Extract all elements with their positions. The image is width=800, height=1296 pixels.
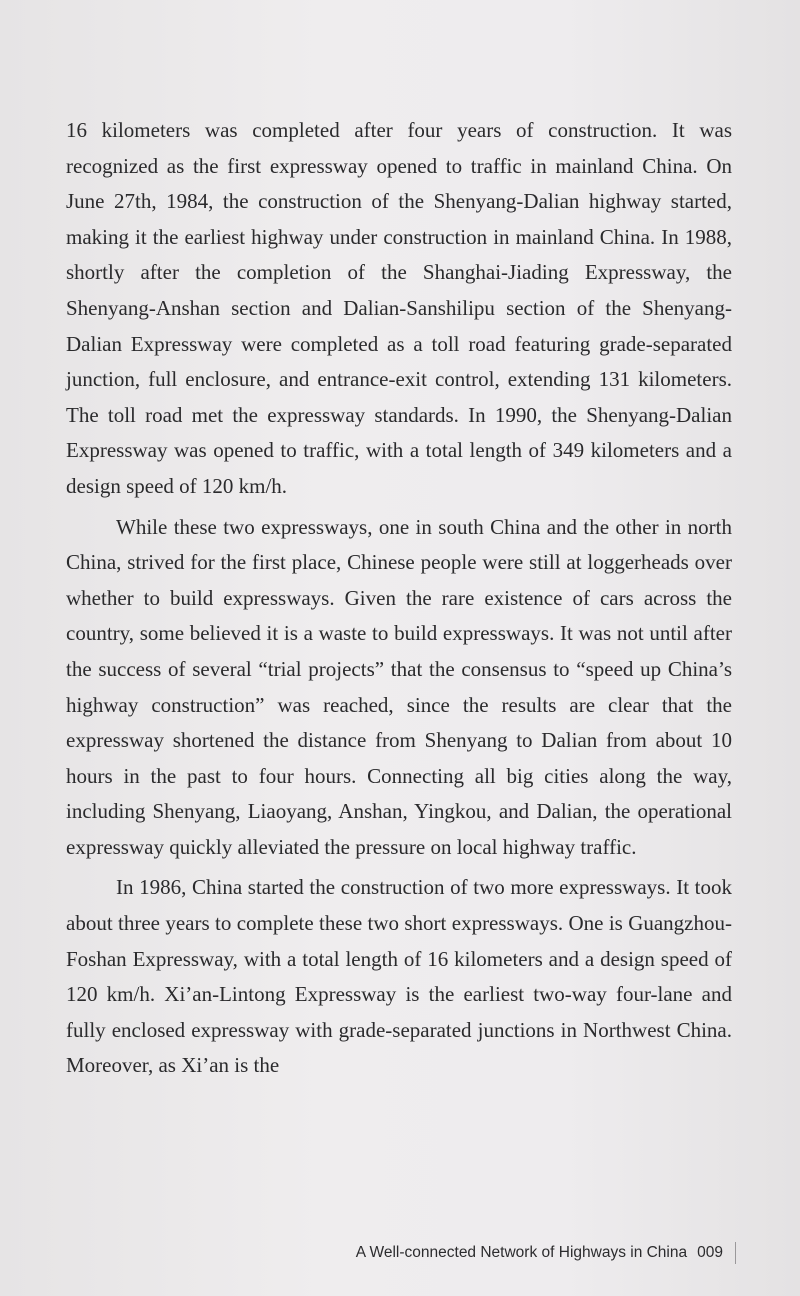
paragraph-2: While these two expressways, one in south China and the other in north China, strived for the first place, Chinese people were still at loggerheads over whether to build expressways. Given the rare existence of cars across the country, some believed it is a waste to build expressways. It was not until after the success of several “trial projects” that the consensus to “speed up China’s highway construction” was reached, since the results are clear that the expressway shortened the distance from Shenyang to Dalian from about 10 hours in the past to four hours. Connecting all big cities along the way, including Shenyang, Liaoyang, Anshan, Yingkou, and Dalian, the operational expressway quickly alleviated the pressure on local highway traffic. <box>66 514 732 859</box>
running-footer-title: A Well-connected Network of Highways in China <box>355 1244 688 1261</box>
page-number: 009 <box>697 1244 723 1261</box>
paragraph-1: 16 kilometers was completed after four years of construction. It was recognized as the first expressway opened to traffic in mainland China. On June 27th, 1984, the construction of the Shenyang-Dalian highway started, making it the earliest highway under construction in mainland China. In 1988, shortly after the completion of the Shanghai-Jiading Expressway, the Shenyang-Anshan section and Dalian-Sanshilipu section of the Shenyang-Dalian Expressway were completed as a toll road featuring grade-separated junction, full enclosure, and entrance-exit control, extending 131 kilometers. The toll road met the expressway standards. In 1990, the Shenyang-Dalian Expressway was opened to traffic, with a total length of 349 kilometers and a design speed of 120 km/h. <box>66 118 732 498</box>
body-text <box>66 113 732 1084</box>
paragraph-3: In 1986, China started the construction of two more expressways. It took about three years to complete these two short expressways. One is Guangzhou-Foshan Expressway, with a total length of 16 kilometers and a design speed of 120 km/h. Xi’an-Lintong Expressway is the earliest two-way four-lane and fully enclosed expressway with grade-separated junctions in Northwest China. Moreover, as Xi’an is the <box>66 875 732 1078</box>
page-footer <box>356 1242 736 1264</box>
footer-divider <box>735 1242 736 1264</box>
